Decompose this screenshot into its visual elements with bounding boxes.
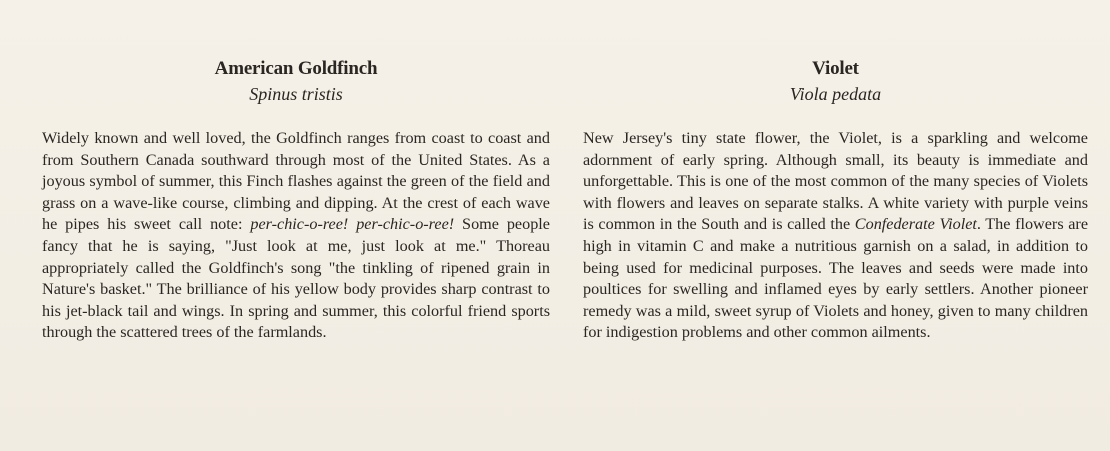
violet-title: Violet (812, 58, 859, 79)
goldfinch-text-part-1: Widely known and well loved, the Goldfinch ranges from coast to coast and from Southern Canada southward through most of the United States. As a joyous symbol of summer, this Finch flashes against the green of the field and grass on a wave-like course, climbing and dipping. At the crest of each wave he pipes his sweet call note: (42, 129, 550, 234)
violet-entry (583, 56, 1088, 344)
violet-text-part-2: . The flowers are high in vitamin C and make a nutritious garnish on a salad, in addition to being used for medicinal purposes. The leaves and seeds were made into poultices for swelling and inflamed eyes by early settlers. Another pioneer remedy was a mild, sweet syrup of Violets and honey, given to many children for indigestion problems and other common ailments. (583, 215, 1089, 342)
goldfinch-title: American Goldfinch (214, 58, 378, 79)
goldfinch-description (42, 128, 550, 344)
violet-variety-name: Confederate Violet (854, 215, 977, 234)
goldfinch-text-part-2: Some people fancy that he is saying, "Just look at me, just look at me." Thoreau appropriately called the Goldfinch's song "the tinkling of ripened grain in Nature's basket." The brilliance of his yellow body provides sharp contrast to his jet-black tail and wings. In spring and summer, this colorful friend sports through the scattered trees of the farmlands. (42, 215, 550, 342)
goldfinch-scientific-name: Spinus tristis (249, 84, 343, 104)
violet-description (583, 128, 1088, 344)
goldfinch-entry (42, 56, 550, 344)
goldfinch-call-note: per-chic-o-ree! per-chic-o-ree! (250, 215, 455, 234)
violet-scientific-name: Viola pedata (789, 84, 882, 104)
violet-text-part-1: New Jersey's tiny state flower, the Violet, is a sparkling and welcome adornment of early spring. Although small, its beauty is immediate and unforgettable. This is one of the most common of the many species of Violets with flowers and leaves on separate stalks. A white variety with purple veins is common in the South and is called the (583, 129, 1088, 234)
